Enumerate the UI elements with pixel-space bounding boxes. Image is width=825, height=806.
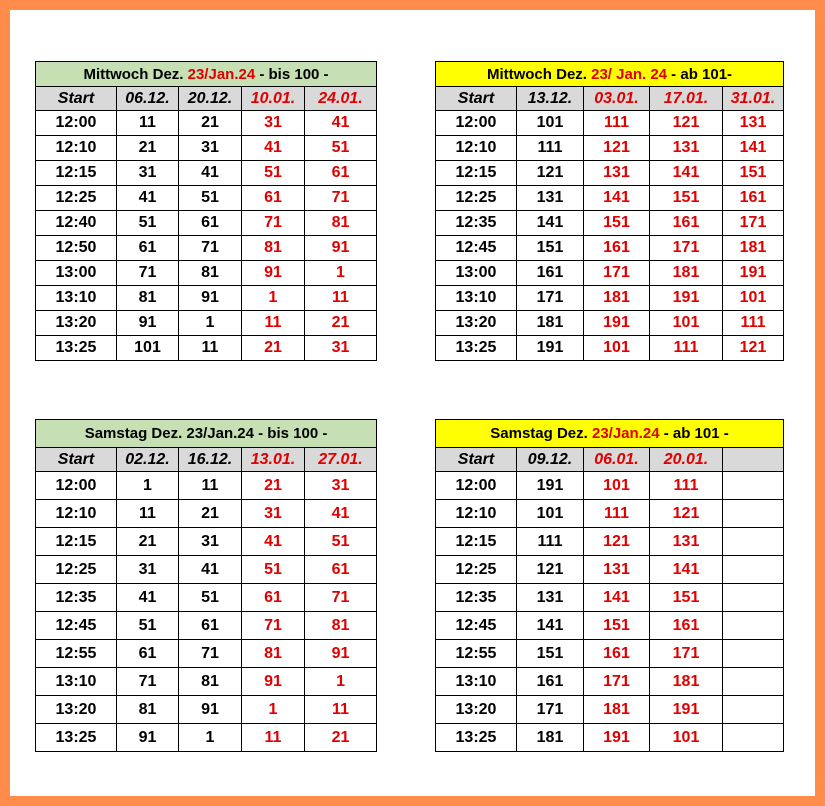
group-number-cell: 11: [305, 696, 377, 724]
table-row: [436, 261, 784, 286]
group-number-cell: 31: [305, 472, 377, 500]
group-number-cell: 91: [242, 668, 305, 696]
start-time-cell: 12:55: [436, 640, 517, 668]
group-number-cell: 11: [117, 111, 179, 136]
group-number-cell: 1: [242, 696, 305, 724]
table-row: [36, 136, 377, 161]
group-number-cell: 51: [305, 528, 377, 556]
group-number-cell: 61: [305, 556, 377, 584]
group-number-cell: 11: [117, 500, 179, 528]
group-number-cell: 71: [305, 186, 377, 211]
group-number-cell: 131: [650, 528, 723, 556]
group-number-cell: 1: [117, 472, 179, 500]
header-date: 02.12.: [117, 448, 179, 472]
table-row: [436, 584, 784, 612]
start-time-cell: 12:15: [436, 528, 517, 556]
header-date: 31.01.: [723, 87, 784, 111]
group-number-cell: 131: [723, 111, 784, 136]
group-number-cell: 21: [179, 500, 242, 528]
group-number-cell: 51: [179, 584, 242, 612]
group-number-cell: 121: [650, 500, 723, 528]
group-number-cell: 51: [179, 186, 242, 211]
group-number-cell: 71: [179, 640, 242, 668]
table-row: [436, 236, 784, 261]
schedule-table-mittwoch-ab-101: [435, 61, 784, 361]
group-number-cell: 181: [723, 236, 784, 261]
group-number-cell: 31: [305, 336, 377, 361]
group-number-cell: 21: [117, 528, 179, 556]
group-number-cell: 141: [517, 211, 584, 236]
group-number-cell: 191: [650, 696, 723, 724]
table-row: [436, 336, 784, 361]
table-row: [436, 612, 784, 640]
group-number-cell: 31: [242, 500, 305, 528]
group-number-cell: 181: [650, 261, 723, 286]
table-row: [36, 472, 377, 500]
group-number-cell: [723, 472, 784, 500]
start-time-cell: 12:25: [36, 186, 117, 211]
group-number-cell: 71: [179, 236, 242, 261]
start-time-cell: 13:20: [436, 311, 517, 336]
group-number-cell: [723, 556, 784, 584]
group-number-cell: 161: [650, 612, 723, 640]
start-time-cell: 13:10: [36, 668, 117, 696]
group-number-cell: 1: [305, 261, 377, 286]
table-title: Samstag Dez. 23/Jan.24 - ab 101 -: [436, 420, 784, 448]
group-number-cell: 11: [179, 472, 242, 500]
table-row: [436, 724, 784, 752]
start-time-cell: 13:10: [436, 286, 517, 311]
group-number-cell: 151: [650, 584, 723, 612]
group-number-cell: 91: [117, 724, 179, 752]
header-date: 06.12.: [117, 87, 179, 111]
start-time-cell: 12:15: [36, 528, 117, 556]
group-number-cell: 191: [650, 286, 723, 311]
start-time-cell: 13:20: [36, 696, 117, 724]
table-row: [36, 186, 377, 211]
start-time-cell: 12:10: [36, 500, 117, 528]
group-number-cell: 61: [117, 236, 179, 261]
group-number-cell: 101: [517, 500, 584, 528]
start-time-cell: 12:45: [436, 612, 517, 640]
group-number-cell: 41: [179, 556, 242, 584]
group-number-cell: 91: [117, 311, 179, 336]
group-number-cell: 151: [517, 640, 584, 668]
table-title: Mittwoch Dez. 23/Jan.24 - bis 100 -: [36, 62, 377, 87]
group-number-cell: 71: [117, 668, 179, 696]
group-number-cell: 161: [723, 186, 784, 211]
group-number-cell: 51: [117, 211, 179, 236]
group-number-cell: 151: [517, 236, 584, 261]
start-time-cell: 13:20: [436, 696, 517, 724]
table-row: [36, 236, 377, 261]
group-number-cell: 181: [650, 668, 723, 696]
group-number-cell: 101: [517, 111, 584, 136]
group-number-cell: 11: [305, 286, 377, 311]
header-start: Start: [436, 87, 517, 111]
table-row: [436, 286, 784, 311]
table-row: [36, 584, 377, 612]
table-row: [436, 211, 784, 236]
group-number-cell: 81: [242, 236, 305, 261]
group-number-cell: 131: [584, 161, 650, 186]
group-number-cell: 121: [517, 556, 584, 584]
header-start: Start: [36, 448, 117, 472]
start-time-cell: 12:45: [436, 236, 517, 261]
group-number-cell: [723, 500, 784, 528]
table-title: Mittwoch Dez. 23/ Jan. 24 - ab 101-: [436, 62, 784, 87]
start-time-cell: 12:00: [36, 111, 117, 136]
group-number-cell: 101: [650, 724, 723, 752]
group-number-cell: 171: [584, 261, 650, 286]
group-number-cell: 131: [517, 186, 584, 211]
group-number-cell: 191: [723, 261, 784, 286]
group-number-cell: 61: [242, 584, 305, 612]
group-number-cell: 101: [650, 311, 723, 336]
group-number-cell: 61: [242, 186, 305, 211]
table-row: [36, 500, 377, 528]
group-number-cell: 81: [179, 668, 242, 696]
start-time-cell: 12:10: [436, 136, 517, 161]
group-number-cell: 161: [517, 261, 584, 286]
header-date: 27.01.: [305, 448, 377, 472]
group-number-cell: 161: [584, 236, 650, 261]
group-number-cell: 81: [117, 286, 179, 311]
group-number-cell: [723, 528, 784, 556]
group-number-cell: 111: [723, 311, 784, 336]
table-row: [436, 696, 784, 724]
start-time-cell: 12:35: [436, 211, 517, 236]
group-number-cell: 171: [517, 696, 584, 724]
group-number-cell: 61: [117, 640, 179, 668]
group-number-cell: [723, 724, 784, 752]
group-number-cell: 191: [517, 336, 584, 361]
group-number-cell: 171: [584, 668, 650, 696]
group-number-cell: 31: [179, 136, 242, 161]
table-title: Samstag Dez. 23/Jan.24 - bis 100 -: [36, 420, 377, 448]
group-number-cell: 141: [650, 161, 723, 186]
group-number-cell: 101: [584, 336, 650, 361]
table-row: [36, 211, 377, 236]
header-date: 20.01.: [650, 448, 723, 472]
start-time-cell: 12:35: [436, 584, 517, 612]
group-number-cell: [723, 696, 784, 724]
start-time-cell: 12:15: [36, 161, 117, 186]
header-row: [436, 87, 784, 111]
start-time-cell: 12:10: [36, 136, 117, 161]
table-row: [36, 261, 377, 286]
group-number-cell: 81: [117, 696, 179, 724]
start-time-cell: 12:00: [436, 111, 517, 136]
table-row: [436, 556, 784, 584]
header-date: 03.01.: [584, 87, 650, 111]
group-number-cell: 91: [179, 696, 242, 724]
group-number-cell: 1: [179, 724, 242, 752]
group-number-cell: 11: [242, 311, 305, 336]
group-number-cell: 141: [650, 556, 723, 584]
group-number-cell: 61: [305, 161, 377, 186]
group-number-cell: 171: [723, 211, 784, 236]
table-row: [436, 668, 784, 696]
table-row: [436, 186, 784, 211]
group-number-cell: 151: [650, 186, 723, 211]
start-time-cell: 12:55: [36, 640, 117, 668]
schedule-table-samstag-bis-100: [35, 419, 377, 752]
group-number-cell: 91: [242, 261, 305, 286]
group-number-cell: 21: [179, 111, 242, 136]
group-number-cell: 61: [179, 211, 242, 236]
table-row: [436, 528, 784, 556]
group-number-cell: 151: [723, 161, 784, 186]
group-number-cell: 121: [584, 136, 650, 161]
table-row: [436, 136, 784, 161]
table-row: [36, 556, 377, 584]
group-number-cell: 41: [305, 111, 377, 136]
table-row: [36, 668, 377, 696]
header-date: 06.01.: [584, 448, 650, 472]
group-number-cell: 111: [650, 472, 723, 500]
header-row: [36, 448, 377, 472]
table-row: [36, 111, 377, 136]
group-number-cell: 51: [305, 136, 377, 161]
group-number-cell: [723, 668, 784, 696]
group-number-cell: 1: [242, 286, 305, 311]
group-number-cell: 81: [179, 261, 242, 286]
group-number-cell: 91: [305, 640, 377, 668]
group-number-cell: 41: [305, 500, 377, 528]
group-number-cell: 191: [584, 724, 650, 752]
group-number-cell: 141: [584, 584, 650, 612]
group-number-cell: 171: [650, 640, 723, 668]
table-row: [36, 640, 377, 668]
table-row: [436, 161, 784, 186]
group-number-cell: 71: [117, 261, 179, 286]
group-number-cell: [723, 584, 784, 612]
group-number-cell: 171: [650, 236, 723, 261]
start-time-cell: 13:25: [36, 336, 117, 361]
group-number-cell: 21: [117, 136, 179, 161]
group-number-cell: 151: [584, 612, 650, 640]
group-number-cell: 111: [517, 528, 584, 556]
table-row: [36, 161, 377, 186]
group-number-cell: [723, 640, 784, 668]
group-number-cell: 141: [723, 136, 784, 161]
group-number-cell: 81: [242, 640, 305, 668]
group-number-cell: 41: [117, 186, 179, 211]
start-time-cell: 12:35: [36, 584, 117, 612]
group-number-cell: 21: [242, 336, 305, 361]
start-time-cell: 12:25: [436, 556, 517, 584]
start-time-cell: 13:10: [36, 286, 117, 311]
group-number-cell: 141: [517, 612, 584, 640]
header-start: Start: [436, 448, 517, 472]
table-row: [36, 286, 377, 311]
table-row: [36, 311, 377, 336]
group-number-cell: 21: [305, 724, 377, 752]
group-number-cell: 111: [517, 136, 584, 161]
group-number-cell: 81: [305, 211, 377, 236]
group-number-cell: 131: [584, 556, 650, 584]
start-time-cell: 12:50: [36, 236, 117, 261]
table-row: [436, 640, 784, 668]
header-date: 24.01.: [305, 87, 377, 111]
group-number-cell: 1: [305, 668, 377, 696]
schedule-table-samstag-ab-101: [435, 419, 784, 752]
group-number-cell: 41: [179, 161, 242, 186]
header-date: 13.12.: [517, 87, 584, 111]
header-start: Start: [36, 87, 117, 111]
header-date: 20.12.: [179, 87, 242, 111]
start-time-cell: 13:25: [436, 724, 517, 752]
start-time-cell: 12:45: [36, 612, 117, 640]
group-number-cell: 31: [117, 556, 179, 584]
table-row: [436, 311, 784, 336]
table-row: [436, 500, 784, 528]
group-number-cell: 181: [517, 311, 584, 336]
group-number-cell: 111: [584, 111, 650, 136]
schedule-table-mittwoch-bis-100: [35, 61, 377, 361]
group-number-cell: 91: [179, 286, 242, 311]
start-time-cell: 12:15: [436, 161, 517, 186]
start-time-cell: 12:25: [436, 186, 517, 211]
group-number-cell: 1: [179, 311, 242, 336]
group-number-cell: 101: [584, 472, 650, 500]
group-number-cell: 121: [517, 161, 584, 186]
start-time-cell: 13:00: [36, 261, 117, 286]
group-number-cell: 21: [242, 472, 305, 500]
start-time-cell: 13:20: [36, 311, 117, 336]
group-number-cell: 51: [242, 556, 305, 584]
group-number-cell: 121: [584, 528, 650, 556]
group-number-cell: 161: [584, 640, 650, 668]
group-number-cell: 181: [584, 696, 650, 724]
group-number-cell: 51: [242, 161, 305, 186]
group-number-cell: 191: [584, 311, 650, 336]
group-number-cell: 121: [650, 111, 723, 136]
group-number-cell: 41: [242, 136, 305, 161]
start-time-cell: 12:00: [436, 472, 517, 500]
header-date: 17.01.: [650, 87, 723, 111]
table-row: [36, 696, 377, 724]
start-time-cell: 12:00: [36, 472, 117, 500]
group-number-cell: 41: [117, 584, 179, 612]
group-number-cell: 161: [650, 211, 723, 236]
group-number-cell: 131: [650, 136, 723, 161]
group-number-cell: 71: [242, 612, 305, 640]
table-row: [436, 472, 784, 500]
group-number-cell: 61: [179, 612, 242, 640]
start-time-cell: 13:25: [436, 336, 517, 361]
group-number-cell: 181: [584, 286, 650, 311]
group-number-cell: 131: [517, 584, 584, 612]
start-time-cell: 12:25: [36, 556, 117, 584]
table-row: [36, 612, 377, 640]
group-number-cell: 111: [584, 500, 650, 528]
group-number-cell: 101: [117, 336, 179, 361]
group-number-cell: 141: [584, 186, 650, 211]
group-number-cell: 51: [117, 612, 179, 640]
group-number-cell: 181: [517, 724, 584, 752]
table-row: [36, 528, 377, 556]
group-number-cell: 41: [242, 528, 305, 556]
start-time-cell: 13:10: [436, 668, 517, 696]
group-number-cell: 31: [117, 161, 179, 186]
group-number-cell: 11: [242, 724, 305, 752]
group-number-cell: 171: [517, 286, 584, 311]
start-time-cell: 13:00: [436, 261, 517, 286]
group-number-cell: 111: [650, 336, 723, 361]
group-number-cell: 81: [305, 612, 377, 640]
group-number-cell: 71: [242, 211, 305, 236]
start-time-cell: 13:25: [36, 724, 117, 752]
start-time-cell: 12:10: [436, 500, 517, 528]
group-number-cell: [723, 612, 784, 640]
group-number-cell: 91: [305, 236, 377, 261]
group-number-cell: 101: [723, 286, 784, 311]
group-number-cell: 21: [305, 311, 377, 336]
group-number-cell: 11: [179, 336, 242, 361]
page-frame: [10, 10, 815, 796]
header-row: [436, 448, 784, 472]
header-date: 13.01.: [242, 448, 305, 472]
group-number-cell: 31: [179, 528, 242, 556]
group-number-cell: 121: [723, 336, 784, 361]
group-number-cell: 31: [242, 111, 305, 136]
header-date: 16.12.: [179, 448, 242, 472]
group-number-cell: 191: [517, 472, 584, 500]
header-date: 10.01.: [242, 87, 305, 111]
group-number-cell: 151: [584, 211, 650, 236]
table-row: [436, 111, 784, 136]
header-date: [723, 448, 784, 472]
start-time-cell: 12:40: [36, 211, 117, 236]
table-row: [36, 336, 377, 361]
group-number-cell: 161: [517, 668, 584, 696]
header-date: 09.12.: [517, 448, 584, 472]
group-number-cell: 71: [305, 584, 377, 612]
table-row: [36, 724, 377, 752]
header-row: [36, 87, 377, 111]
